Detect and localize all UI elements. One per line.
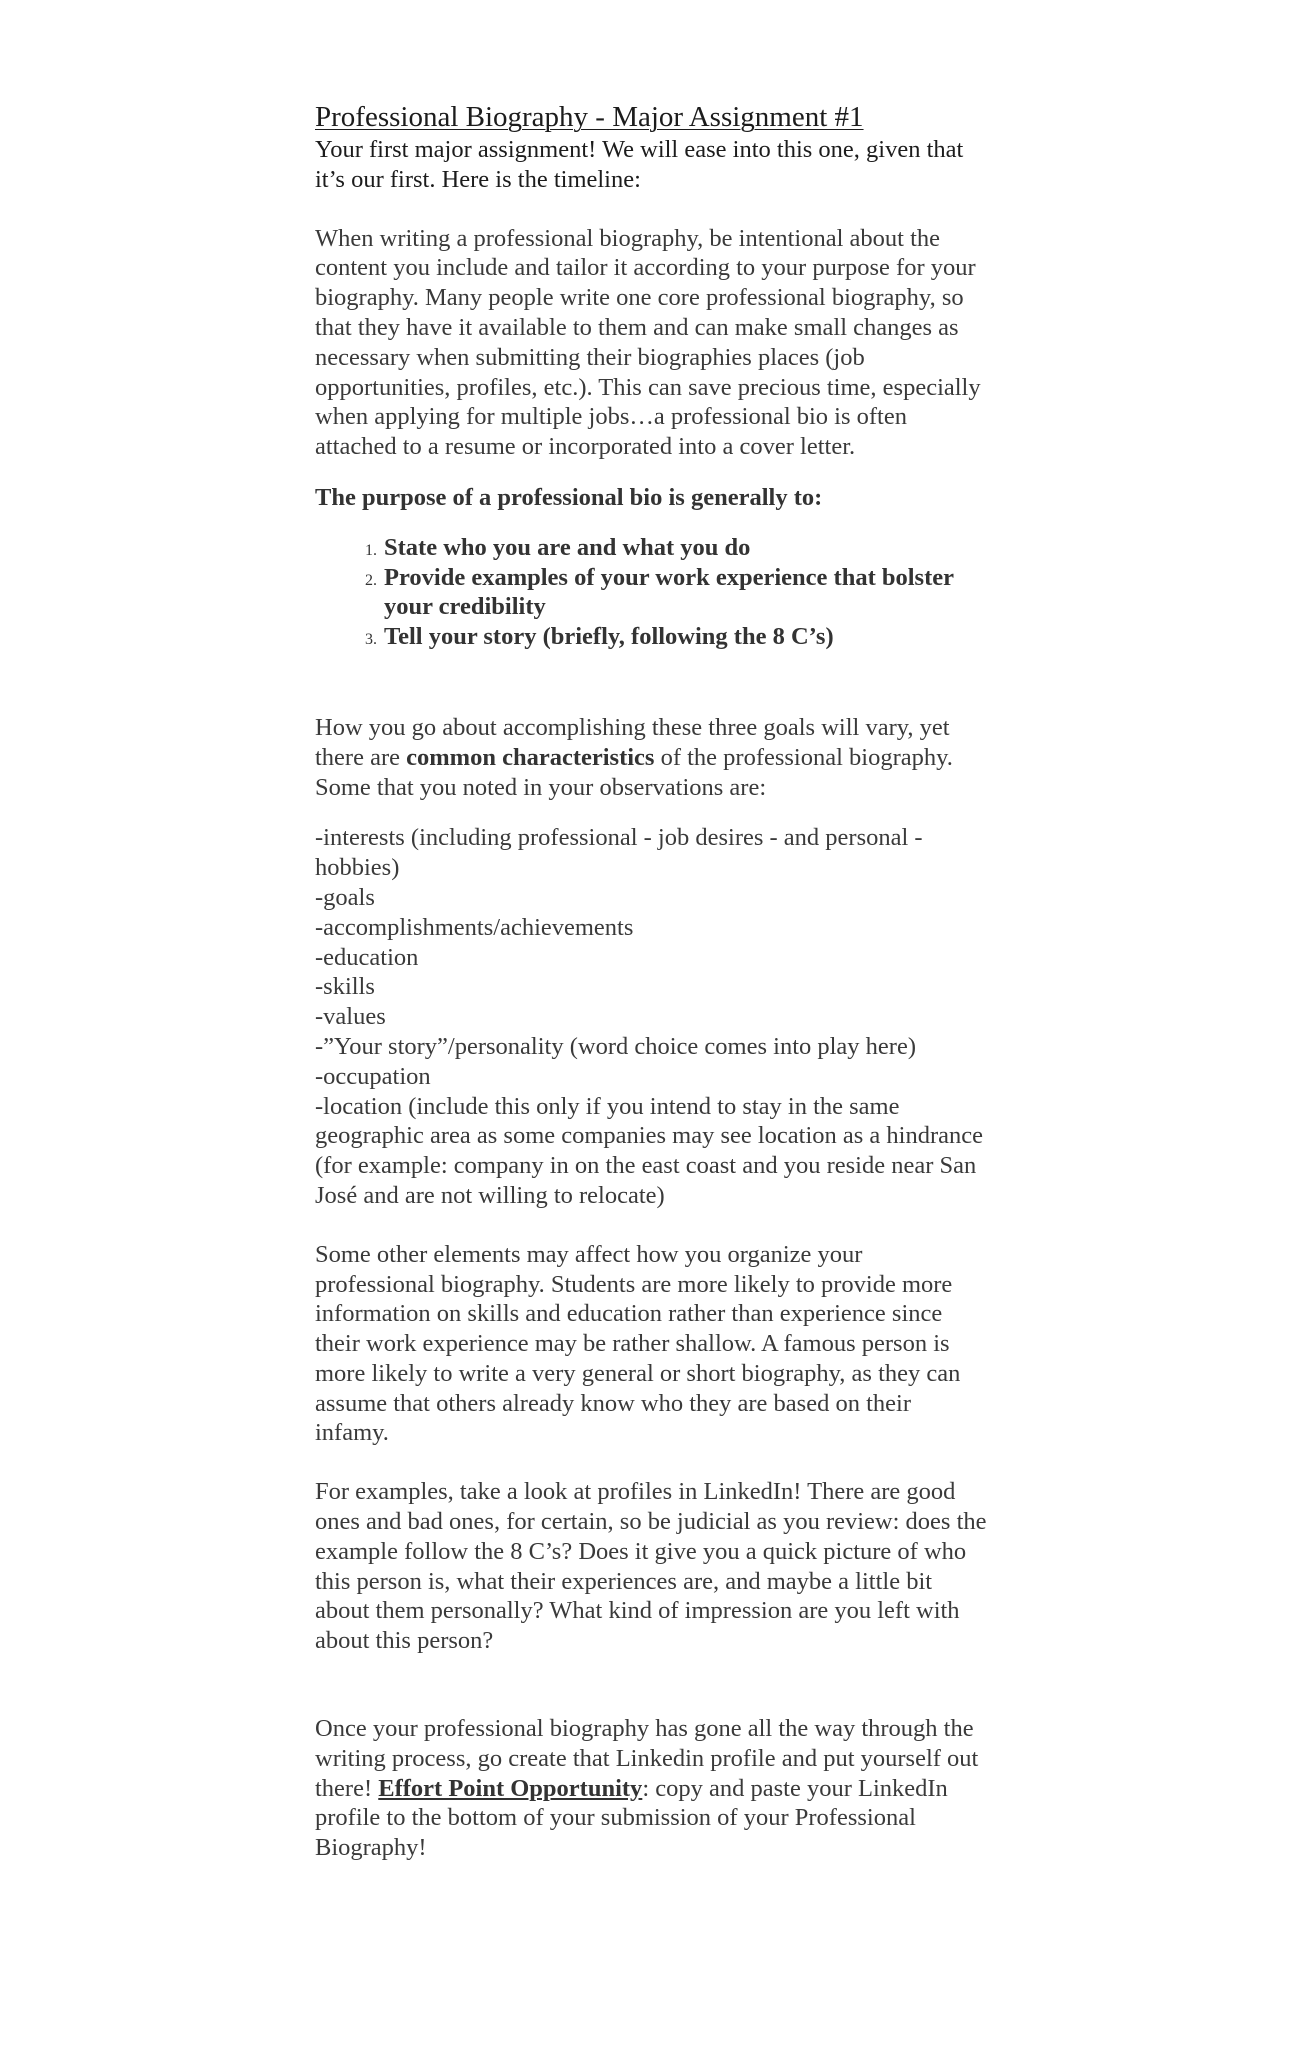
closing-text-before: Once your professional biography has gone all the way through the writing process, go create that Linkedin profile and put yourself out there!	[315, 1715, 979, 1802]
trait-item: -skills	[315, 973, 375, 1001]
characteristics-paragraph	[315, 713, 987, 802]
closing-text-after: : copy and paste your LinkedIn profile to the bottom of your submission of your Professional Biography!	[315, 1774, 948, 1862]
intro-paragraph: Your first major assignment! We will ease into this one, given that it’s our first. Here is the timeline:	[315, 136, 964, 193]
traits-list	[315, 823, 987, 1210]
trait-item: -accomplishments/achievements	[315, 913, 634, 941]
characteristics-text-before: How you go about accomplishing these three goals will vary, yet there are	[315, 713, 950, 771]
trait-item: -values	[315, 1003, 386, 1031]
trait-item: -interests (including professional - job desires - and personal - hobbies)	[315, 824, 923, 882]
elements-paragraph: Some other elements may affect how you organize your professional biography. Students are more likely to provide more information on skills and education rather than experience since their work experience may be rather shallow. A famous person is more likely to write a very general or short biography, as they can assume that others already know who they are based on their infamy.	[315, 1240, 961, 1447]
effort-point-opportunity: Effort Point Opportunity	[378, 1774, 643, 1802]
purpose-list	[315, 533, 987, 652]
purpose-item: 3. Tell your story (briefly, following the 8 C’s)	[381, 622, 987, 652]
purpose-item: 1. State who you are and what you do	[381, 533, 987, 563]
purpose-item: 2. Provide examples of your work experience that bolster your credibility	[381, 563, 987, 623]
writing-paragraph: When writing a professional biography, be intentional about the content you include and tailor it according to your purpose for your biography. Many people write one core professional biography, so that they have it available to them and can make small changes as necessary when submitting their biographies places (job opportunities, profiles, etc.). This can save precious time, especially when applying for multiple jobs…a professional bio is often attached to a resume or incorporated into a cover letter.	[315, 224, 981, 461]
characteristics-bold: common characteristics	[406, 743, 655, 771]
closing-paragraph	[315, 1714, 987, 1863]
trait-item: -goals	[315, 883, 375, 911]
purpose-heading: The purpose of a professional bio is generally to:	[315, 483, 823, 511]
trait-item: -education	[315, 943, 419, 971]
trait-item: -location (include this only if you intend to stay in the same geographic area as some companies may see location as a hindrance (for example: company in on the east coast and you reside near San José and are not willing to relocate)	[315, 1092, 984, 1209]
examples-paragraph: For examples, take a look at profiles in LinkedIn! There are good ones and bad ones, for certain, so be judicial as you review: does the example follow the 8 C’s? Does it give you a quick picture of who this person is, what their experiences are, and maybe a little bit about them personally? What kind of impression are you left with about this person?	[315, 1478, 987, 1655]
document-title: Professional Biography - Major Assignment #1	[315, 101, 864, 133]
trait-item: -”Your story”/personality (word choice comes into play here)	[315, 1032, 916, 1060]
document-page	[315, 100, 987, 1863]
characteristics-text-after: of the professional biography. Some that you noted in your observations are:	[315, 743, 953, 801]
trait-item: -occupation	[315, 1062, 431, 1090]
